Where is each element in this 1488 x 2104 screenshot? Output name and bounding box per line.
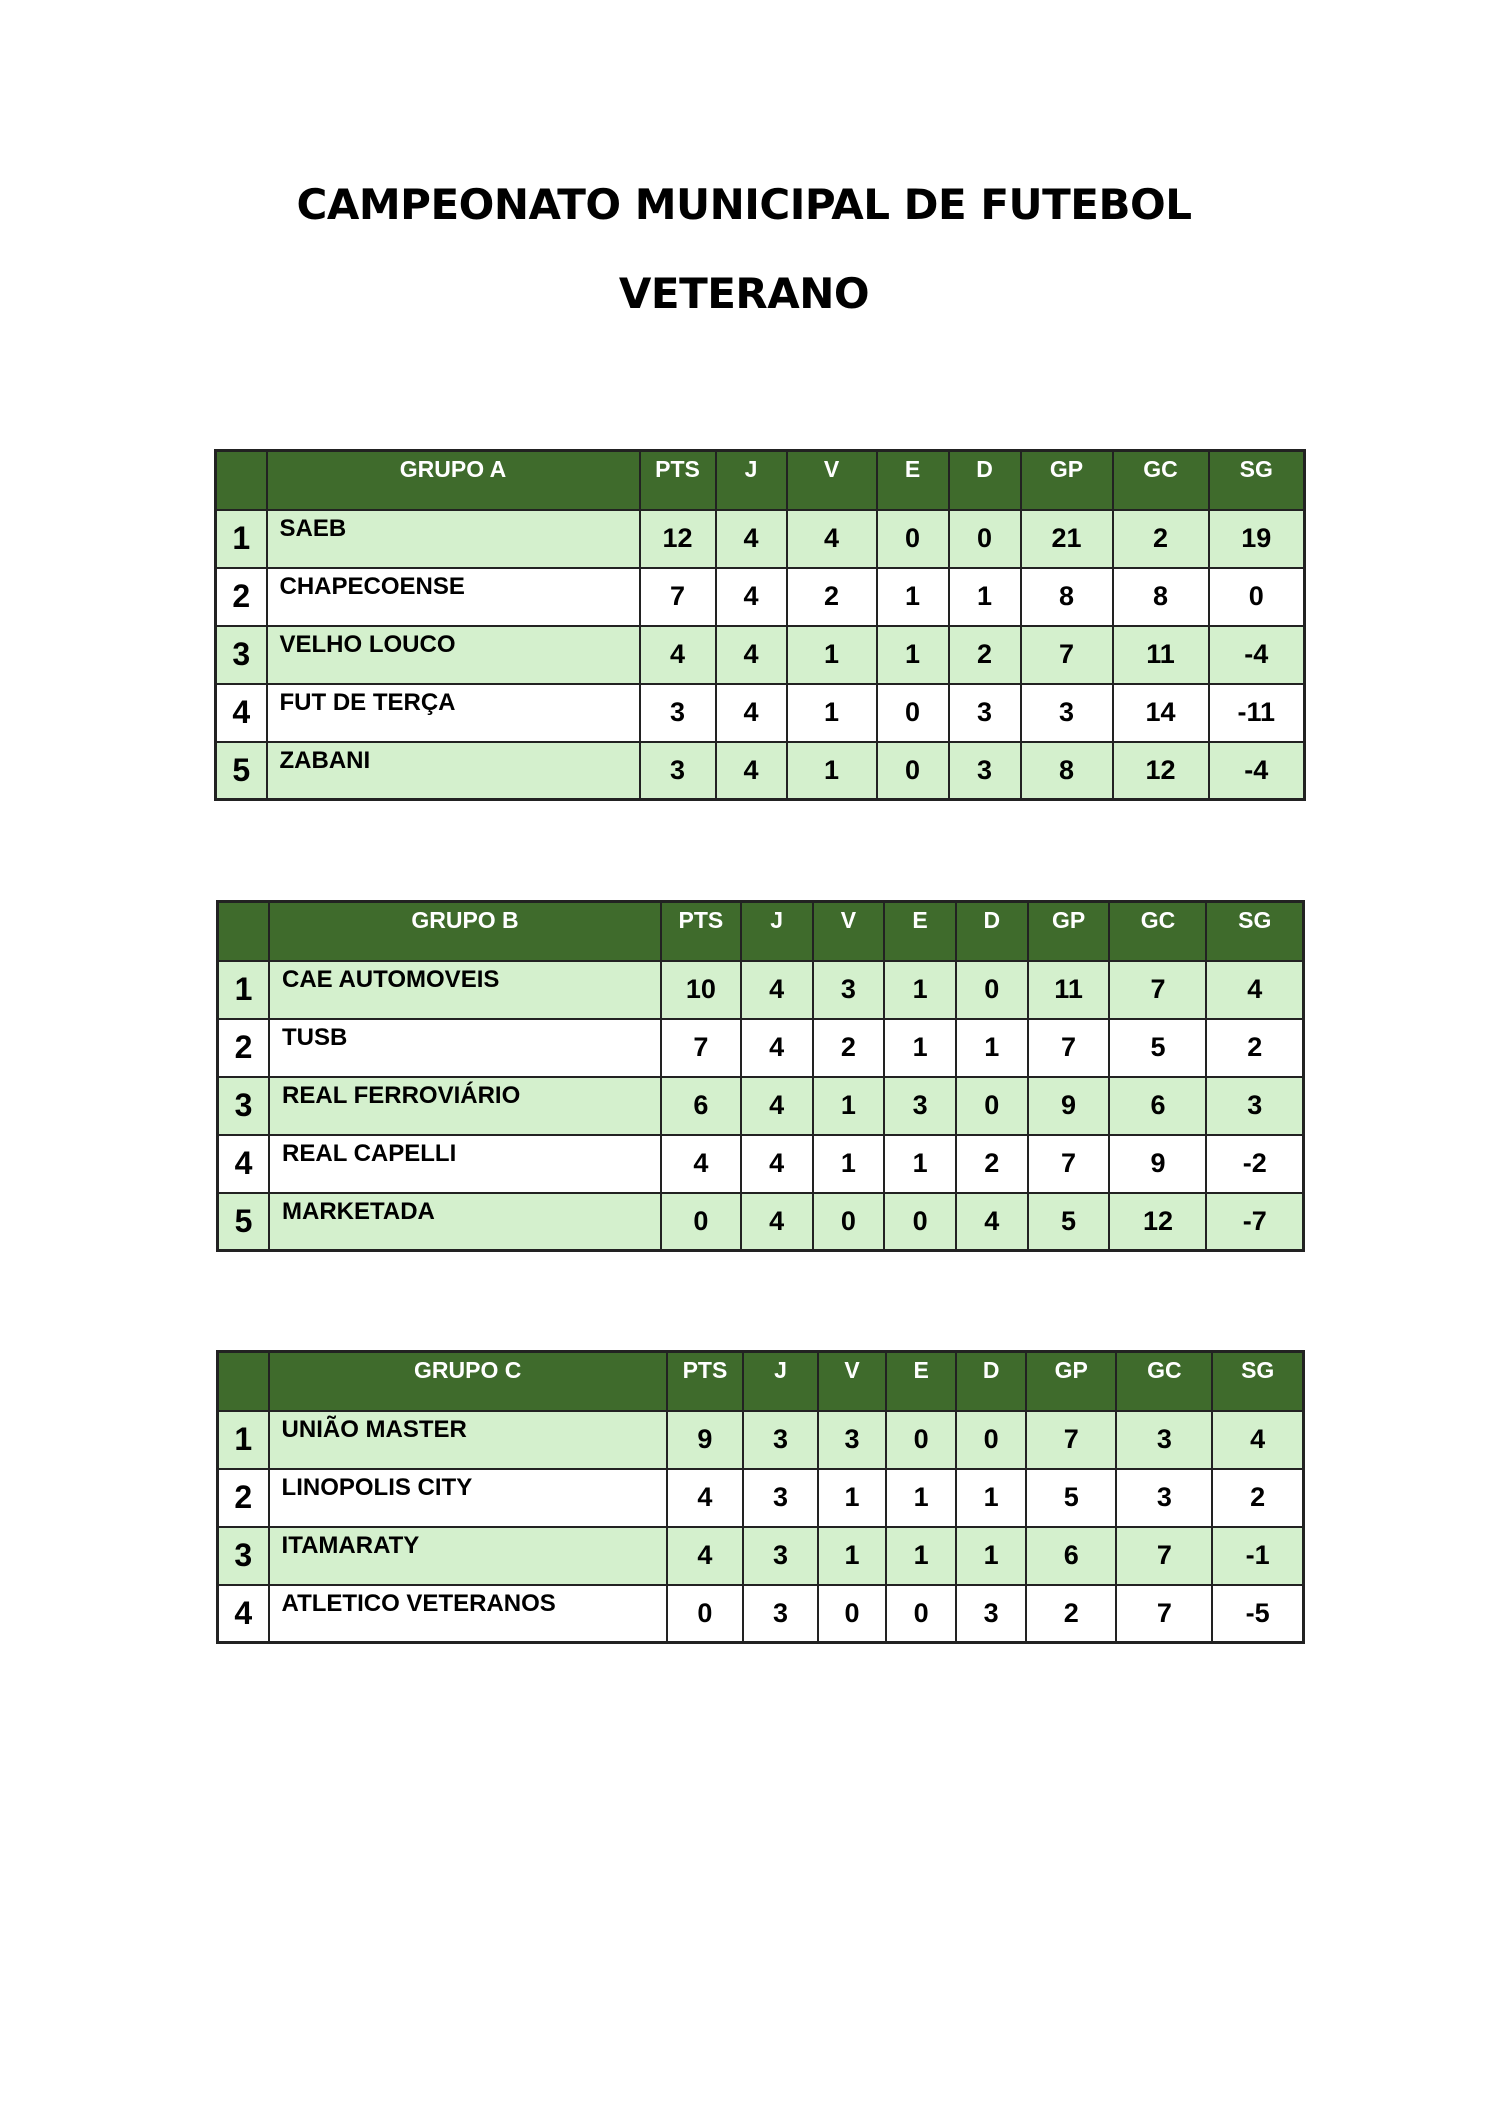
sg-cell: 2 (1212, 1469, 1303, 1527)
gc-cell: 7 (1109, 961, 1206, 1019)
team-name-cell: LINOPOLIS CITY (269, 1469, 667, 1527)
standings-table-grupo-b (216, 900, 1305, 1252)
table-header-row (216, 451, 1305, 510)
sg-cell: 2 (1206, 1019, 1303, 1077)
column-header-d: D (956, 902, 1028, 961)
team-name-cell: TUSB (269, 1019, 661, 1077)
gp-cell: 2 (1026, 1585, 1116, 1643)
team-name-cell: CAE AUTOMOVEIS (269, 961, 661, 1019)
gp-cell: 6 (1026, 1527, 1116, 1585)
position-cell: 1 (218, 1411, 269, 1469)
pts-cell: 4 (667, 1469, 743, 1527)
j-cell: 4 (716, 626, 787, 684)
column-header-sg: SG (1209, 451, 1305, 510)
table-row (218, 1469, 1304, 1527)
d-cell: 2 (949, 626, 1021, 684)
e-cell: 1 (884, 1135, 956, 1193)
table-row (218, 1527, 1304, 1585)
gp-cell: 3 (1021, 684, 1113, 742)
gp-cell: 7 (1028, 1135, 1110, 1193)
d-cell: 3 (949, 742, 1021, 800)
gp-cell: 5 (1028, 1193, 1110, 1251)
pts-cell: 12 (640, 510, 716, 568)
table-row (216, 626, 1305, 684)
e-cell: 1 (877, 568, 949, 626)
team-name-cell: ZABANI (267, 742, 640, 800)
j-cell: 4 (741, 961, 813, 1019)
column-header-sg: SG (1206, 902, 1303, 961)
position-cell: 3 (218, 1077, 270, 1135)
j-cell: 3 (743, 1527, 818, 1585)
e-cell: 0 (884, 1193, 956, 1251)
gc-cell: 2 (1113, 510, 1209, 568)
gp-cell: 8 (1021, 742, 1113, 800)
gc-cell: 6 (1109, 1077, 1206, 1135)
team-name-cell: ATLETICO VETERANOS (269, 1585, 667, 1643)
sg-cell: -7 (1206, 1193, 1303, 1251)
page-subtitle: VETERANO (618, 269, 870, 318)
sg-cell: -1 (1212, 1527, 1303, 1585)
v-cell: 2 (813, 1019, 885, 1077)
position-cell: 2 (216, 568, 267, 626)
sg-cell: -4 (1209, 742, 1305, 800)
position-cell: 4 (218, 1135, 270, 1193)
v-cell: 3 (813, 961, 885, 1019)
position-cell: 2 (218, 1019, 270, 1077)
table-row (216, 742, 1305, 800)
column-header-d: D (956, 1352, 1026, 1411)
pts-cell: 9 (667, 1411, 743, 1469)
team-name-cell: FUT DE TERÇA (267, 684, 640, 742)
v-cell: 1 (818, 1527, 886, 1585)
pts-cell: 4 (667, 1527, 743, 1585)
column-header-d: D (949, 451, 1021, 510)
gp-cell: 7 (1021, 626, 1113, 684)
sg-cell: 0 (1209, 568, 1305, 626)
gc-cell: 5 (1109, 1019, 1206, 1077)
team-name-cell: REAL FERROVIÁRIO (269, 1077, 661, 1135)
e-cell: 0 (877, 684, 949, 742)
column-header-j: J (741, 902, 813, 961)
position-cell: 5 (218, 1193, 270, 1251)
pts-cell: 0 (661, 1193, 741, 1251)
v-cell: 1 (787, 626, 877, 684)
column-header-v: V (813, 902, 885, 961)
column-header-gp: GP (1028, 902, 1110, 961)
e-cell: 1 (884, 961, 956, 1019)
d-cell: 1 (956, 1019, 1028, 1077)
v-cell: 1 (813, 1077, 885, 1135)
column-header-pts: PTS (640, 451, 716, 510)
column-header-pts: PTS (661, 902, 741, 961)
position-cell: 3 (218, 1527, 269, 1585)
position-cell: 3 (216, 626, 267, 684)
pts-cell: 7 (661, 1019, 741, 1077)
column-header-pts: PTS (667, 1352, 743, 1411)
gc-cell: 12 (1109, 1193, 1206, 1251)
pts-cell: 6 (661, 1077, 741, 1135)
v-cell: 1 (787, 742, 877, 800)
gc-cell: 11 (1113, 626, 1209, 684)
table-row (216, 684, 1305, 742)
table-row (218, 1135, 1304, 1193)
column-header-gc: GC (1113, 451, 1209, 510)
gc-cell: 12 (1113, 742, 1209, 800)
v-cell: 1 (787, 684, 877, 742)
d-cell: 0 (956, 961, 1028, 1019)
d-cell: 1 (949, 568, 1021, 626)
table-row (218, 1411, 1304, 1469)
column-header-j: J (716, 451, 787, 510)
gc-cell: 7 (1116, 1585, 1212, 1643)
v-cell: 2 (787, 568, 877, 626)
header-blank-cell (218, 1352, 269, 1411)
table-row (218, 1077, 1304, 1135)
table-row (218, 1019, 1304, 1077)
position-cell: 5 (216, 742, 267, 800)
column-header-sg: SG (1212, 1352, 1303, 1411)
d-cell: 3 (956, 1585, 1026, 1643)
group-name-header: GRUPO A (267, 451, 640, 510)
sg-cell: 4 (1206, 961, 1303, 1019)
position-cell: 4 (218, 1585, 269, 1643)
e-cell: 1 (884, 1019, 956, 1077)
gc-cell: 9 (1109, 1135, 1206, 1193)
page-title: CAMPEONATO MUNICIPAL DE FUTEBOL (296, 180, 1192, 229)
v-cell: 3 (818, 1411, 886, 1469)
team-name-cell: VELHO LOUCO (267, 626, 640, 684)
team-name-cell: ITAMARATY (269, 1527, 667, 1585)
header-blank-cell (218, 902, 270, 961)
j-cell: 3 (743, 1469, 818, 1527)
sg-cell: 3 (1206, 1077, 1303, 1135)
v-cell: 0 (818, 1585, 886, 1643)
d-cell: 0 (956, 1077, 1028, 1135)
column-header-e: E (884, 902, 956, 961)
position-cell: 1 (218, 961, 270, 1019)
table-header-row (218, 902, 1304, 961)
v-cell: 1 (818, 1469, 886, 1527)
j-cell: 3 (743, 1411, 818, 1469)
e-cell: 0 (877, 742, 949, 800)
header-blank-cell (216, 451, 267, 510)
gp-cell: 9 (1028, 1077, 1110, 1135)
j-cell: 4 (741, 1077, 813, 1135)
gc-cell: 14 (1113, 684, 1209, 742)
pts-cell: 3 (640, 742, 716, 800)
gc-cell: 3 (1116, 1411, 1212, 1469)
d-cell: 0 (956, 1411, 1026, 1469)
pts-cell: 0 (667, 1585, 743, 1643)
column-header-e: E (886, 1352, 956, 1411)
position-cell: 4 (216, 684, 267, 742)
pts-cell: 10 (661, 961, 741, 1019)
j-cell: 4 (716, 568, 787, 626)
position-cell: 1 (216, 510, 267, 568)
e-cell: 1 (877, 626, 949, 684)
j-cell: 4 (716, 742, 787, 800)
sg-cell: -2 (1206, 1135, 1303, 1193)
column-header-gc: GC (1116, 1352, 1212, 1411)
team-name-cell: CHAPECOENSE (267, 568, 640, 626)
standings-table-grupo-a (214, 449, 1306, 801)
table-header-row (218, 1352, 1304, 1411)
gp-cell: 7 (1026, 1411, 1116, 1469)
table-row (218, 961, 1304, 1019)
gp-cell: 8 (1021, 568, 1113, 626)
table-row (216, 568, 1305, 626)
position-cell: 2 (218, 1469, 269, 1527)
e-cell: 0 (877, 510, 949, 568)
j-cell: 4 (741, 1193, 813, 1251)
column-header-e: E (877, 451, 949, 510)
column-header-v: V (787, 451, 877, 510)
gp-cell: 5 (1026, 1469, 1116, 1527)
gc-cell: 8 (1113, 568, 1209, 626)
pts-cell: 4 (661, 1135, 741, 1193)
table-row (218, 1585, 1304, 1643)
gp-cell: 7 (1028, 1019, 1110, 1077)
e-cell: 0 (886, 1585, 956, 1643)
column-header-gp: GP (1021, 451, 1113, 510)
sg-cell: -4 (1209, 626, 1305, 684)
e-cell: 1 (886, 1527, 956, 1585)
table-row (216, 510, 1305, 568)
pts-cell: 4 (640, 626, 716, 684)
e-cell: 1 (886, 1469, 956, 1527)
j-cell: 4 (741, 1135, 813, 1193)
pts-cell: 7 (640, 568, 716, 626)
column-header-v: V (818, 1352, 886, 1411)
sg-cell: 4 (1212, 1411, 1303, 1469)
v-cell: 1 (813, 1135, 885, 1193)
gp-cell: 21 (1021, 510, 1113, 568)
d-cell: 0 (949, 510, 1021, 568)
team-name-cell: REAL CAPELLI (269, 1135, 661, 1193)
d-cell: 1 (956, 1469, 1026, 1527)
column-header-j: J (743, 1352, 818, 1411)
sg-cell: -5 (1212, 1585, 1303, 1643)
j-cell: 4 (716, 684, 787, 742)
column-header-gc: GC (1109, 902, 1206, 961)
j-cell: 4 (716, 510, 787, 568)
d-cell: 2 (956, 1135, 1028, 1193)
gc-cell: 7 (1116, 1527, 1212, 1585)
group-name-header: GRUPO C (269, 1352, 667, 1411)
table-row (218, 1193, 1304, 1251)
column-header-gp: GP (1026, 1352, 1116, 1411)
j-cell: 3 (743, 1585, 818, 1643)
pts-cell: 3 (640, 684, 716, 742)
sg-cell: 19 (1209, 510, 1305, 568)
group-name-header: GRUPO B (269, 902, 661, 961)
v-cell: 4 (787, 510, 877, 568)
j-cell: 4 (741, 1019, 813, 1077)
e-cell: 3 (884, 1077, 956, 1135)
d-cell: 4 (956, 1193, 1028, 1251)
team-name-cell: UNIÃO MASTER (269, 1411, 667, 1469)
team-name-cell: MARKETADA (269, 1193, 661, 1251)
d-cell: 3 (949, 684, 1021, 742)
d-cell: 1 (956, 1527, 1026, 1585)
v-cell: 0 (813, 1193, 885, 1251)
team-name-cell: SAEB (267, 510, 640, 568)
e-cell: 0 (886, 1411, 956, 1469)
gp-cell: 11 (1028, 961, 1110, 1019)
standings-table-grupo-c (216, 1350, 1305, 1644)
gc-cell: 3 (1116, 1469, 1212, 1527)
sg-cell: -11 (1209, 684, 1305, 742)
